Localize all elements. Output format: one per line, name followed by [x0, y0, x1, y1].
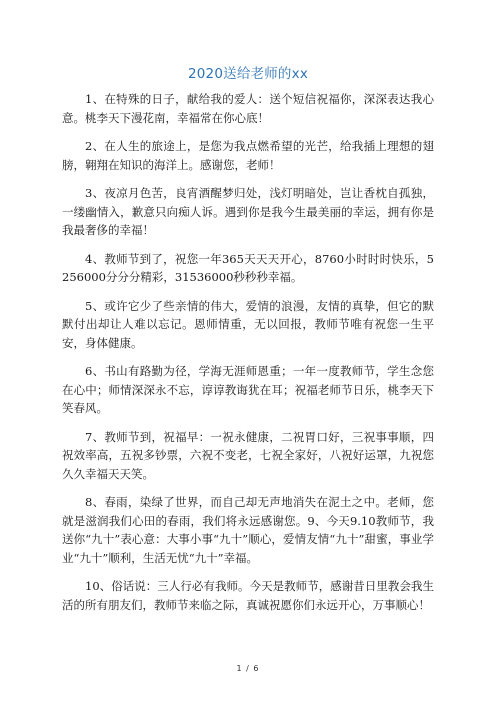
- paragraph: 6、书山有路勤为径，学海无涯师恩重；一年一度教师节，学生念您在心中；师情深深永不忘，谆谆教诲犹在耳；祝福老师节日乐，桃李天下笑春风。: [62, 364, 434, 415]
- document-title: 2020送给老师的xx: [187, 66, 309, 82]
- document-body: [62, 90, 434, 624]
- page-number: 1 / 6: [236, 664, 260, 673]
- paragraph: 5、或许它少了些亲情的伟大，爱情的浪漫，友情的真挚，但它的默默付出却让人难以忘记。恩师情重，无以回报，教师节唯有祝您一生平安，身体健康。: [62, 298, 434, 350]
- paragraph: 8、春雨，染绿了世界，而自己却无声地消失在泥土之中。老师，您就是滋润我们心田的春雨，我们将永远感谢您。9、今天9.10教师节，我送你“九十”表心意：大事小事“九十”顺心，爱情友情“九十”甜蜜，事业学业“九十”顺利，生活无忧“九十”幸福。: [62, 495, 434, 565]
- paragraph: 7、教师节到，祝福早：一祝永健康，二祝胃口好，三祝事事顺，四祝效率高，五祝多钞票，六祝不变老，七祝全家好，八祝好运罩，九祝您久久幸福天天笑。: [62, 429, 434, 481]
- paragraph: 10、俗话说：三人行必有我师。今天是教师节，感谢昔日里教会我生活的所有朋友们，教师节来临之际，真诚祝愿你们永远开心，万事顺心！: [62, 579, 434, 612]
- paragraph: 4、教师节到了，祝您一年365天天天开心，8760小时时时快乐，5256000分分分精彩，31536000秒秒秒幸福。: [62, 251, 434, 284]
- paragraph: 1、在特殊的日子，献给我的爱人：送个短信祝福你，深深表达我心意。桃李天下漫花南，幸福常在你心底！: [62, 92, 434, 125]
- paragraph: 2、在人生的旅途上，是您为我点燃希望的光芒，给我插上理想的翅膀，翱翔在知识的海洋上。感谢您，老师！: [62, 139, 434, 172]
- paragraph: 3、夜凉月色苦，良宵酒醒梦归处，浅灯明暗处，岂让香枕自孤独，一缕幽情入，歉意只向痴人诉。遇到你是我今生最美丽的幸运，拥有你是我最奢侈的幸福！: [62, 186, 434, 237]
